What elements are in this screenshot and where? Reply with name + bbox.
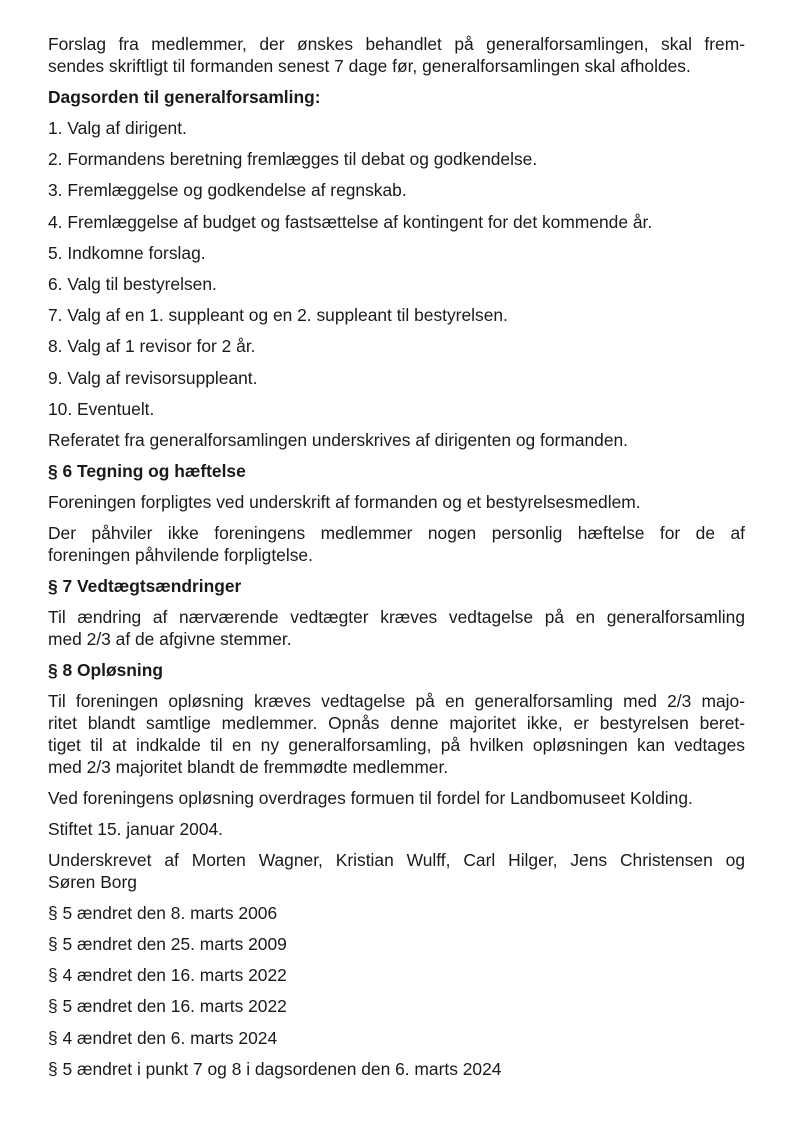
amendment-item: § 5 ændret den 8. marts 2006 (48, 902, 278, 923)
section-8-line-4: med 2/3 majoritet blandt de fremmødte medlemmer. (48, 756, 449, 777)
signatories (48, 849, 745, 893)
amendment-item: § 5 ændret den 25. marts 2009 (48, 934, 287, 955)
section-8-paragraph-2: Ved foreningens opløsning overdrages formuen til fordel for Landbomuseet Kolding. (48, 787, 693, 808)
section-6-paragraph-2 (48, 522, 745, 566)
section-6-paragraph-1: Foreningen forpligtes ved underskrift af formanden og et bestyrelsesmedlem. (48, 491, 641, 512)
intro-paragraph (48, 33, 745, 77)
section-6-heading: § 6 Tegning og hæftelse (48, 460, 246, 481)
agenda-item: 9. Valg af revisorsuppleant. (48, 367, 258, 388)
agenda-item: 7. Valg af en 1. suppleant og en 2. suppleant til bestyrelsen. (48, 305, 508, 326)
minutes-note: Referatet fra generalforsamlingen underskrives af dirigenten og formanden. (48, 429, 629, 450)
agenda-item: 1. Valg af dirigent. (48, 118, 187, 138)
section-7-paragraph (48, 606, 745, 650)
section-8-heading: § 8 Opløsning (48, 659, 163, 680)
agenda-item: 2. Formandens beretning fremlægges til debat og godkendelse. (48, 149, 538, 170)
agenda-list (48, 117, 745, 420)
section-8-line-1: Til foreningen opløsning kræves vedtagelse på en generalforsamling med 2/3 majo- (48, 690, 745, 711)
section-6-paragraph-2-line-2: foreningen påhvilende forpligtelse. (48, 544, 313, 565)
agenda-item: 3. Fremlæggelse og godkendelse af regnskab. (48, 180, 407, 201)
agenda-item: 10. Eventuelt. (48, 398, 155, 419)
amendment-item: § 4 ændret den 6. marts 2024 (48, 1027, 278, 1048)
agenda-item: 5. Indkomne forslag. (48, 242, 206, 263)
signatories-line-1: Underskrevet af Morten Wagner, Kristian Wulff, Carl Hilger, Jens Christensen og (48, 849, 745, 870)
section-8-line-2: ritet blandt samtlige medlemmer. Opnås denne majoritet ikke, er bestyrelsen beret- (48, 712, 745, 733)
section-6-paragraph-2-line-1: Der påhviler ikke foreningens medlemmer nogen personlig hæftelse for de af (48, 522, 745, 543)
section-8-paragraph-1 (48, 690, 745, 778)
intro-line-1: Forslag fra medlemmer, der ønskes behandlet på generalforsamlingen, skal frem- (48, 34, 745, 54)
agenda-item: 8. Valg af 1 revisor for 2 år. (48, 336, 256, 357)
agenda-item: 6. Valg til bestyrelsen. (48, 273, 217, 294)
amendment-list (48, 902, 745, 1080)
amendment-item: § 5 ændret i punkt 7 og 8 i dagsordenen den 6. marts 2024 (48, 1058, 502, 1079)
document-page (48, 33, 745, 1089)
agenda-heading: Dagsorden til generalforsamling: (48, 87, 321, 107)
section-8-line-3: tiget til at indkalde til en ny generalforsamling, på hvilken opløsningen kan vedtages (48, 734, 745, 755)
signatories-line-2: Søren Borg (48, 871, 137, 892)
amendment-item: § 4 ændret den 16. marts 2022 (48, 965, 287, 986)
agenda-item: 4. Fremlæggelse af budget og fastsættelse af kontingent for det kommende år. (48, 211, 653, 232)
section-7-line-1: Til ændring af nærværende vedtægter kræves vedtagelse på en generalforsamling (48, 606, 745, 627)
section-7-line-2: med 2/3 af de afgivne stemmer. (48, 628, 292, 649)
amendment-item: § 5 ændret den 16. marts 2022 (48, 996, 287, 1017)
section-7-heading: § 7 Vedtægtsændringer (48, 575, 242, 596)
founded-date: Stiftet 15. januar 2004. (48, 818, 223, 839)
intro-line-2: sendes skriftligt til formanden senest 7 dage før, generalforsamlingen skal afholdes. (48, 56, 691, 76)
